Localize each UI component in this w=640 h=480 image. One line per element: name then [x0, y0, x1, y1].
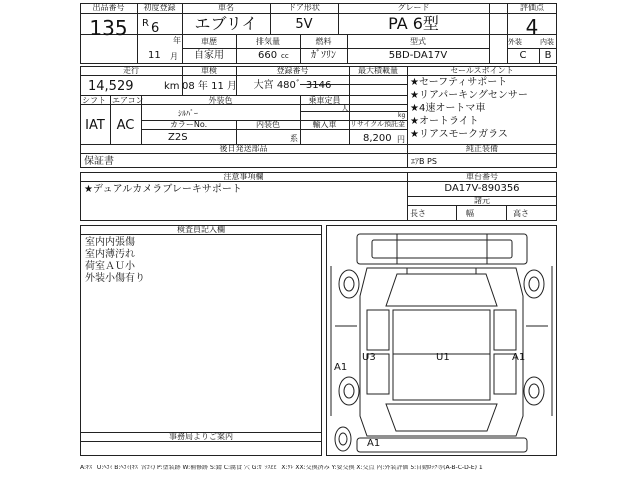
mileage: 14,529 — [88, 79, 134, 94]
notes-label: 注意事項欄 — [223, 172, 264, 181]
import-label: 輸入車 — [312, 120, 337, 129]
score-label: 評価点 — [520, 3, 544, 12]
chassis-number: DA17V-890356 — [444, 183, 520, 194]
chassis-label: 車台番号 — [466, 172, 498, 181]
parts-label: 後日発送部品 — [219, 144, 268, 153]
height-label: 高さ — [513, 209, 529, 218]
door-label: ドア形状 — [288, 3, 320, 12]
reg-month: 11 — [148, 50, 161, 61]
plate-label: 登録番号 — [276, 66, 309, 75]
door-type: 5V — [295, 17, 313, 32]
mileage-unit: km — [164, 81, 180, 92]
interior-color-label: 内装色 — [256, 120, 280, 129]
inspector-label: 検査員記入欄 — [177, 225, 225, 234]
displacement: 660 — [258, 50, 278, 61]
sales-point-1: ★セーフティサポート — [410, 77, 508, 88]
lot-label: 出品番号 — [92, 3, 125, 12]
ext-score: C — [519, 50, 527, 61]
recycle-amount: 8,200 — [363, 133, 392, 144]
parts-value: 保証書 — [84, 156, 114, 167]
shiki: 系 — [290, 134, 298, 143]
grade-label: グレード — [397, 3, 430, 12]
fuel-label: 燃料 — [315, 37, 332, 46]
shaken-label: 車検 — [201, 66, 217, 75]
capacity-label: 最大積載量 — [358, 66, 398, 75]
displacement-label: 排気量 — [256, 37, 280, 46]
color-no: Z2S — [168, 132, 188, 143]
equipment-value: ｴｱB PS — [411, 157, 437, 166]
grade: PA 6型 — [388, 14, 439, 33]
color-label: 外装色 — [208, 96, 233, 105]
dims-label: 諸元 — [474, 196, 490, 205]
mileage-label: 走行 — [123, 66, 139, 75]
mark-a1-left: A1 — [334, 362, 348, 373]
sales-label: セールスポイント — [450, 66, 514, 75]
seat-unit: 人 — [341, 104, 349, 113]
inspector-note-3: 荷室ＡＵ小 — [85, 261, 135, 272]
sales-point-5: ★リアスモークガラス — [410, 129, 508, 140]
inspector-note-4: 外装小傷有り — [85, 273, 145, 284]
ac-label: エアコン — [112, 96, 144, 105]
year-unit: 年 — [173, 36, 181, 45]
cc-unit: cc — [281, 52, 289, 60]
ext-label: 外装 — [508, 38, 522, 46]
mark-a1-bottom: A1 — [367, 438, 381, 449]
notes-value: ★デュアルカメラブレーキサポート — [84, 184, 242, 195]
int-label: 内装 — [540, 38, 554, 46]
color-no-label: カラーNo. — [169, 120, 208, 129]
width-label: 幅 — [466, 209, 474, 218]
era: R — [142, 18, 149, 29]
sales-point-4: ★オートライト — [410, 116, 479, 127]
car-name: エブリイ — [194, 14, 258, 33]
equipment-label: 純正装備 — [466, 144, 498, 153]
car-diagram — [326, 225, 557, 456]
lot-number: 135 — [89, 16, 128, 40]
capacity-unit: kg — [398, 112, 406, 119]
mark-a1-right: A1 — [512, 352, 526, 363]
shift-label: シフト — [82, 96, 106, 105]
plate-number: 大宮 480゛3146 — [253, 80, 332, 91]
color: ｼﾙﾊﾞｰ — [178, 109, 198, 118]
inspector-note-1: 室内内張傷 — [85, 237, 135, 248]
model-code: 5BD-DA17V — [388, 50, 448, 61]
shaken-date: 08 年 11 月 — [182, 81, 237, 92]
sales-point-2: ★リアパーキングセンサー — [410, 90, 528, 101]
inspector-note-2: 室内薄汚れ — [85, 249, 135, 260]
sales-point-3: ★4速オートマ車 — [410, 103, 486, 114]
mark-u3: U3 — [362, 352, 376, 363]
usage: 自家用 — [194, 50, 224, 61]
ac: AC — [116, 118, 135, 133]
length-label: 長さ — [410, 209, 426, 218]
era-year: 6 — [151, 21, 160, 36]
shift: IAT — [85, 118, 105, 133]
recycle-label: リサイクル預託金 — [350, 120, 406, 128]
yen-unit: 円 — [397, 135, 405, 144]
month-unit: 月 — [170, 52, 178, 61]
reg-label: 初度登録 — [143, 3, 176, 12]
model-label: 型式 — [410, 37, 426, 46]
footer-legend: A:ｷｽﾞ U:ﾍｺﾐ B:ﾍｺﾐ(ｷｽﾞ含ｺﾐ) P:塗装跡 W:補修跡 S:錆 C:腐食 穴 G:ｶﾞﾗｽﾋﾋﾞ X:ﾜﾚ XX:交換済み Y:要交換 X:交点 内:外装評価 5:自動ﾛｯｸ等(A-B-C-D-E) 1 — [80, 465, 483, 471]
history-label: 車歴 — [201, 37, 217, 46]
int-score: B — [544, 50, 552, 61]
fuel: ｶﾞｿﾘﾝ — [311, 50, 336, 61]
office-label: 事務局よりご案内 — [169, 432, 233, 441]
mark-u1: U1 — [436, 352, 450, 363]
car-name-label: 車名 — [218, 3, 234, 12]
seat-label: 乗車定員 — [308, 96, 341, 105]
score: 4 — [525, 15, 539, 39]
